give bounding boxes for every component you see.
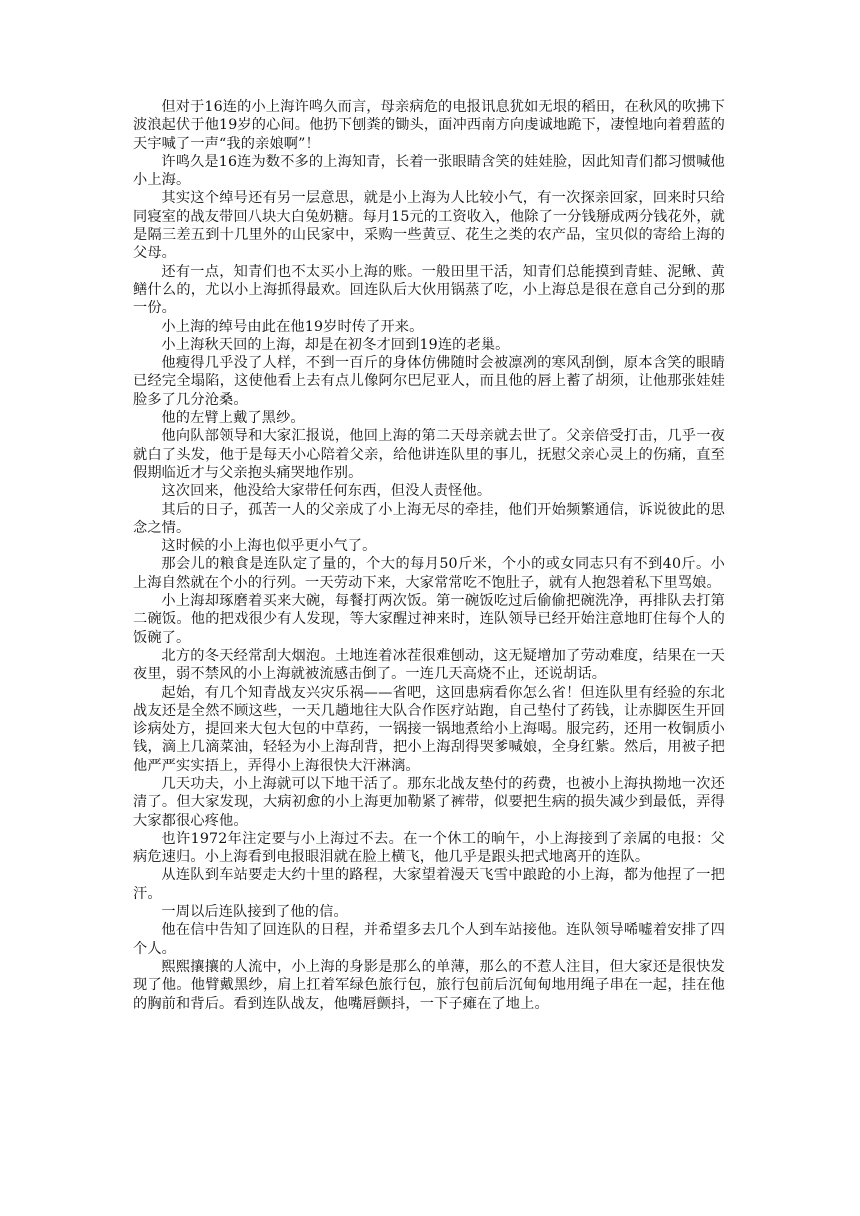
paragraph: 其后的日子，孤苦一人的父亲成了小上海无尽的牵挂，他们开始频繁通信，诉说彼此的思念之情。	[133, 501, 725, 536]
paragraph: 小上海秋天回的上海，却是在初冬才回到19连的老巢。	[161, 336, 510, 353]
paragraph: 从连队到车站要走大约十里的路程，大家望着漫天飞雪中踉跄的小上海，都为他捏了一把汗。	[133, 867, 725, 902]
paragraph: 那会儿的粮食是连队定了量的，个大的每月50斤米，个小的或女同志只有不到40斤。小上海自然就在个小的行列。一天劳动下来，大家常常吃不饱肚子，就有人抱怨着私下里骂娘。	[133, 556, 725, 591]
paragraph: 一周以后连队接到了他的信。	[161, 904, 348, 921]
paragraph: 还有一点，知青们也不太买小上海的账。一般田里干活，知青们总能摸到青蛙、泥鳅、黄鳝什么的，尤以小上海抓得最欢。回连队后大伙用锅蒸了吃，小上海总是很在意自己分到的那一份。	[133, 263, 725, 317]
paragraph: 但对于16连的小上海许鸣久而言，母亲病危的电报讯息犹如无垠的稻田，在秋风的吹拂下波浪起伏于他19岁的心间。他扔下刨粪的锄头，面冲西南方向虔诚地跪下，凄惶地向着碧蓝的天宇喊了一声“我的亲娘啊”！	[133, 99, 725, 152]
paragraph: 起始，有几个知青战友兴灾乐祸——省吧，这回患病看你怎么省！但连队里有经验的东北战友还是全然不顾这些，一天几趟地往大队合作医疗站跑，自己垫付了药钱，让赤脚医生开回诊病处方，提回来大包大包的中草药，一锅接一锅地煮给小上海喝。服完药，还用一枚铜质小钱，滴上几滴菜油，轻轻为小上海刮背，把小上海刮得哭爹喊娘，全身红紫。然后，用被子把他严严实实捂上，弄得小上海很快大汗淋漓。	[133, 684, 725, 774]
paragraph: 他瘦得几乎没了人样，不到一百斤的身体仿佛随时会被凛冽的寒风刮倒，原本含笑的眼睛已经完全塌陷，这使他看上去有点儿像阿尔巴尼亚人，而且他的唇上蓄了胡须，让他那张娃娃脸多了几分沧桑。	[133, 355, 725, 408]
paragraph: 其实这个绰号还有另一层意思，就是小上海为人比较小气，有一次探亲回家，回来时只给同寝室的战友带回八块大白兔奶糖。每月15元的工资收入，他除了一分钱掰成两分钱花外，就是隔三差五到十几里外的山民家中，采购一些黄豆、花生之类的农产品，宝贝似的寄给上海的父母。	[133, 190, 725, 262]
paragraph: 这时候的小上海也似乎更小气了。	[161, 538, 377, 555]
paragraph: 几天功夫，小上海就可以下地干活了。那东北战友垫付的药费，也被小上海执拗地一次还清了。但大家发现，大病初愈的小上海更加勒紧了裤带，似要把生病的损失减少到最低，弄得大家都很心疼他。	[133, 775, 725, 829]
paragraph: 也许1972年注定要与小上海过不去。在一个休工的晌午，小上海接到了亲属的电报：父病危速归。小上海看到电报眼泪就在脸上横飞，他几乎是跟头把式地离开的连队。	[133, 830, 725, 866]
paragraph: 他的左臂上戴了黑纱。	[161, 410, 305, 427]
article-body	[133, 98, 725, 1013]
paragraph: 他在信中告知了回连队的日程，并希望多去几个人到车站接他。连队领导唏嘘着安排了四个人。	[133, 922, 725, 957]
paragraph: 小上海的绰号由此在他19岁时传了开来。	[161, 318, 424, 335]
paragraph: 熙熙攘攘的人流中，小上海的身影是那么的单薄，那么的不惹人注目，但大家还是很快发现了他。他臂戴黑纱，肩上扛着军绿色旅行包，旅行包前后沉甸甸地用绳子串在一起，挂在他的胸前和背后。看到连队战友，他嘴唇颤抖，一下子瘫在了地上。	[133, 958, 725, 1012]
paragraph: 小上海却琢磨着买来大碗，每餐打两次饭。第一碗饭吃过后偷偷把碗洗净，再排队去打第二碗饭。他的把戏很少有人发现，等大家醒过神来时，连队领导已经开始注意地盯住每个人的饭碗了。	[133, 593, 725, 646]
paragraph: 他向队部领导和大家汇报说，他回上海的第二天母亲就去世了。父亲倍受打击，几乎一夜就白了头发，他于是每天小心陪着父亲，给他讲连队里的事儿，抚慰父亲心灵上的伤痛，直至假期临近才与父亲抱头痛哭地作别。	[133, 428, 725, 481]
paragraph: 这次回来，他没给大家带任何东西，但没人责怪他。	[161, 483, 492, 500]
paragraph: 北方的冬天经常刮大烟泡。土地连着冰茬很难刨动，这无疑增加了劳动难度，结果在一天夜里，弱不禁风的小上海就被流感击倒了。一连几天高烧不止，还说胡话。	[133, 647, 725, 683]
paragraph: 许鸣久是16连为数不多的上海知青，长着一张眼睛含笑的娃娃脸，因此知青们都习惯喊他小上海。	[133, 153, 725, 189]
